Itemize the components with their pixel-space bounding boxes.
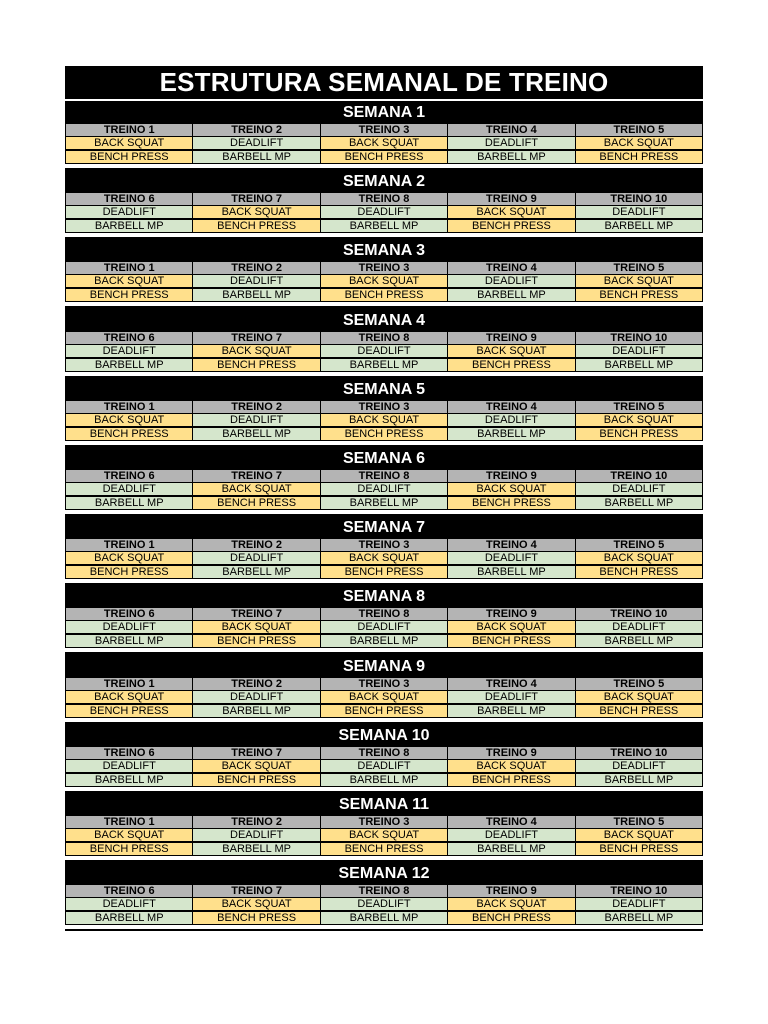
week-divider <box>65 648 703 652</box>
treino-label: TREINO 7 <box>193 608 319 620</box>
exercise-cell: DEADLIFT <box>66 345 192 357</box>
week-title: SEMANA 4 <box>342 311 426 329</box>
exercise-cell: DEADLIFT <box>321 898 447 910</box>
treino-label: TREINO 10 <box>576 747 702 759</box>
treino-label: TREINO 6 <box>66 470 192 482</box>
treino-label: TREINO 8 <box>321 193 447 205</box>
week-block <box>65 516 703 585</box>
week-title: SEMANA 12 <box>338 865 430 883</box>
treino-label: TREINO 6 <box>66 608 192 620</box>
treino-label: TREINO 5 <box>576 816 702 828</box>
treino-header-row <box>66 332 702 344</box>
exercise-cell: DEADLIFT <box>193 137 319 149</box>
exercise-row-1 <box>66 621 702 633</box>
week-block <box>65 862 703 931</box>
exercise-cell: BENCH PRESS <box>193 220 319 232</box>
exercise-cell: BARBELL MP <box>193 843 319 855</box>
treino-label: TREINO 9 <box>448 193 574 205</box>
exercise-cell: BENCH PRESS <box>321 151 447 163</box>
exercise-row-1 <box>66 552 702 564</box>
exercise-cell: BACK SQUAT <box>193 206 319 218</box>
exercise-cell: BACK SQUAT <box>576 137 702 149</box>
treino-label: TREINO 2 <box>193 816 319 828</box>
week-block <box>65 170 703 239</box>
treino-label: TREINO 8 <box>321 332 447 344</box>
week-block <box>65 793 703 862</box>
exercise-row-1 <box>66 137 702 149</box>
treino-label: TREINO 2 <box>193 124 319 136</box>
week-title: SEMANA 6 <box>342 450 426 467</box>
exercise-cell: BENCH PRESS <box>66 428 192 440</box>
treino-label: TREINO 7 <box>193 747 319 759</box>
exercise-cell: BENCH PRESS <box>576 289 702 301</box>
treino-label: TREINO 2 <box>193 539 319 551</box>
exercise-cell: DEADLIFT <box>66 206 192 218</box>
exercise-cell: BENCH PRESS <box>66 705 192 717</box>
week-divider <box>65 856 703 860</box>
exercise-cell: DEADLIFT <box>193 275 319 287</box>
treino-label: TREINO 3 <box>321 401 447 413</box>
exercise-row-2 <box>66 220 702 232</box>
exercise-row-1 <box>66 829 702 841</box>
week-divider <box>65 233 703 237</box>
exercise-cell: BARBELL MP <box>321 497 447 509</box>
exercise-cell: BACK SQUAT <box>66 137 192 149</box>
treino-label: TREINO 2 <box>193 678 319 690</box>
exercise-cell: BARBELL MP <box>448 151 574 163</box>
treino-label: TREINO 9 <box>448 470 574 482</box>
treino-label: TREINO 6 <box>66 193 192 205</box>
treino-label: TREINO 5 <box>576 124 702 136</box>
exercise-cell: DEADLIFT <box>448 829 574 841</box>
exercise-cell: DEADLIFT <box>448 137 574 149</box>
exercise-cell: DEADLIFT <box>576 483 702 495</box>
exercise-cell: DEADLIFT <box>66 898 192 910</box>
exercise-cell: BACK SQUAT <box>576 691 702 703</box>
exercise-cell: BENCH PRESS <box>193 359 319 371</box>
treino-header-row <box>66 678 702 690</box>
exercise-cell: BACK SQUAT <box>321 552 447 564</box>
exercise-cell: DEADLIFT <box>321 621 447 633</box>
exercise-cell: DEADLIFT <box>448 552 574 564</box>
week-title: SEMANA 11 <box>338 796 430 813</box>
treino-label: TREINO 3 <box>321 816 447 828</box>
week-block <box>65 101 703 170</box>
treino-label: TREINO 6 <box>66 332 192 344</box>
exercise-cell: BARBELL MP <box>193 428 319 440</box>
exercise-cell: BARBELL MP <box>576 635 702 647</box>
treino-label: TREINO 4 <box>448 816 574 828</box>
exercise-row-2 <box>66 705 702 717</box>
treino-label: TREINO 5 <box>576 539 702 551</box>
exercise-row-2 <box>66 843 702 855</box>
exercise-cell: BARBELL MP <box>193 566 319 578</box>
week-title: SEMANA 9 <box>342 657 426 675</box>
treino-header-row <box>66 401 702 413</box>
exercise-cell: BARBELL MP <box>66 220 192 232</box>
exercise-cell: BACK SQUAT <box>66 829 192 841</box>
treino-label: TREINO 5 <box>576 401 702 413</box>
exercise-cell: BACK SQUAT <box>321 414 447 426</box>
treino-label: TREINO 9 <box>448 608 574 620</box>
exercise-cell: BARBELL MP <box>66 497 192 509</box>
exercise-cell: BARBELL MP <box>448 289 574 301</box>
exercise-row-2 <box>66 912 702 924</box>
week-title: SEMANA 8 <box>342 588 426 606</box>
week-block <box>65 724 703 793</box>
week-title: SEMANA 3 <box>342 242 426 260</box>
exercise-cell: BENCH PRESS <box>193 497 319 509</box>
exercise-cell: BENCH PRESS <box>576 428 702 440</box>
treino-header-row <box>66 262 702 274</box>
treino-header-row <box>66 470 702 482</box>
exercise-row-2 <box>66 566 702 578</box>
exercise-row-2 <box>66 428 702 440</box>
exercise-cell: BENCH PRESS <box>448 220 574 232</box>
exercise-cell: DEADLIFT <box>448 275 574 287</box>
exercise-cell: BARBELL MP <box>576 774 702 786</box>
treino-label: TREINO 6 <box>66 885 192 897</box>
treino-label: TREINO 10 <box>576 608 702 620</box>
exercise-row-2 <box>66 289 702 301</box>
exercise-cell: BENCH PRESS <box>321 566 447 578</box>
exercise-row-1 <box>66 206 702 218</box>
treino-label: TREINO 1 <box>66 401 192 413</box>
treino-label: TREINO 10 <box>576 470 702 482</box>
exercise-row-1 <box>66 275 702 287</box>
exercise-cell: BACK SQUAT <box>321 137 447 149</box>
week-divider <box>65 302 703 306</box>
exercise-cell: BENCH PRESS <box>448 359 574 371</box>
treino-label: TREINO 5 <box>576 262 702 274</box>
treino-label: TREINO 3 <box>321 678 447 690</box>
exercise-cell: BACK SQUAT <box>448 483 574 495</box>
treino-label: TREINO 7 <box>193 885 319 897</box>
treino-label: TREINO 4 <box>448 262 574 274</box>
exercise-cell: BENCH PRESS <box>448 635 574 647</box>
exercise-row-1 <box>66 414 702 426</box>
exercise-cell: DEADLIFT <box>576 760 702 772</box>
exercise-cell: BENCH PRESS <box>576 843 702 855</box>
treino-label: TREINO 10 <box>576 332 702 344</box>
treino-label: TREINO 8 <box>321 470 447 482</box>
exercise-cell: BARBELL MP <box>321 912 447 924</box>
exercise-row-2 <box>66 774 702 786</box>
treino-label: TREINO 1 <box>66 678 192 690</box>
exercise-cell: DEADLIFT <box>448 691 574 703</box>
treino-header-row <box>66 816 702 828</box>
treino-label: TREINO 1 <box>66 816 192 828</box>
exercise-cell: BARBELL MP <box>193 289 319 301</box>
exercise-cell: BACK SQUAT <box>321 275 447 287</box>
week-block <box>65 585 703 654</box>
week-title: SEMANA 5 <box>342 380 426 398</box>
exercise-cell: BACK SQUAT <box>66 275 192 287</box>
exercise-cell: DEADLIFT <box>321 206 447 218</box>
exercise-cell: BACK SQUAT <box>193 345 319 357</box>
exercise-cell: BENCH PRESS <box>576 705 702 717</box>
exercise-row-1 <box>66 760 702 772</box>
exercise-cell: BACK SQUAT <box>576 414 702 426</box>
exercise-cell: DEADLIFT <box>576 898 702 910</box>
exercise-cell: DEADLIFT <box>66 760 192 772</box>
exercise-cell: BACK SQUAT <box>321 691 447 703</box>
exercise-cell: BARBELL MP <box>321 635 447 647</box>
exercise-cell: DEADLIFT <box>321 483 447 495</box>
exercise-cell: DEADLIFT <box>576 206 702 218</box>
week-block <box>65 378 703 447</box>
treino-label: TREINO 10 <box>576 193 702 205</box>
exercise-cell: BARBELL MP <box>448 705 574 717</box>
exercise-row-1 <box>66 898 702 910</box>
treino-label: TREINO 2 <box>193 401 319 413</box>
exercise-cell: BACK SQUAT <box>448 345 574 357</box>
treino-label: TREINO 7 <box>193 193 319 205</box>
exercise-cell: BARBELL MP <box>576 497 702 509</box>
exercise-cell: BARBELL MP <box>66 359 192 371</box>
exercise-cell: BACK SQUAT <box>66 691 192 703</box>
week-block <box>65 309 703 378</box>
treino-label: TREINO 1 <box>66 262 192 274</box>
exercise-cell: BENCH PRESS <box>448 774 574 786</box>
exercise-cell: BACK SQUAT <box>193 621 319 633</box>
exercise-cell: BARBELL MP <box>66 912 192 924</box>
exercise-cell: DEADLIFT <box>576 345 702 357</box>
exercise-cell: BARBELL MP <box>193 151 319 163</box>
exercise-cell: BARBELL MP <box>66 635 192 647</box>
week-title: SEMANA 2 <box>342 173 426 191</box>
week-divider <box>65 510 703 514</box>
treino-header-row <box>66 193 702 205</box>
week-block <box>65 655 703 724</box>
exercise-cell: DEADLIFT <box>66 483 192 495</box>
exercise-cell: BARBELL MP <box>66 774 192 786</box>
treino-label: TREINO 6 <box>66 747 192 759</box>
exercise-cell: BACK SQUAT <box>448 206 574 218</box>
week-divider <box>65 718 703 722</box>
treino-header-row <box>66 747 702 759</box>
treino-label: TREINO 10 <box>576 885 702 897</box>
treino-label: TREINO 3 <box>321 539 447 551</box>
exercise-cell: BENCH PRESS <box>66 566 192 578</box>
exercise-row-1 <box>66 691 702 703</box>
exercise-row-2 <box>66 497 702 509</box>
treino-header-row <box>66 608 702 620</box>
treino-label: TREINO 8 <box>321 747 447 759</box>
exercise-cell: BACK SQUAT <box>193 898 319 910</box>
exercise-cell: BARBELL MP <box>321 220 447 232</box>
exercise-cell: BACK SQUAT <box>321 829 447 841</box>
treino-label: TREINO 2 <box>193 262 319 274</box>
exercise-cell: BACK SQUAT <box>66 414 192 426</box>
page-title: ESTRUTURA SEMANAL DE TREINO <box>159 67 609 97</box>
week-title: SEMANA 7 <box>342 519 426 537</box>
exercise-cell: BACK SQUAT <box>193 760 319 772</box>
week-divider <box>65 164 703 168</box>
exercise-cell: BENCH PRESS <box>576 566 702 578</box>
exercise-cell: BARBELL MP <box>576 220 702 232</box>
exercise-cell: BENCH PRESS <box>576 151 702 163</box>
exercise-row-2 <box>66 359 702 371</box>
exercise-cell: DEADLIFT <box>193 552 319 564</box>
treino-label: TREINO 3 <box>321 262 447 274</box>
exercise-cell: DEADLIFT <box>66 621 192 633</box>
week-divider <box>65 579 703 583</box>
exercise-cell: BACK SQUAT <box>448 621 574 633</box>
treino-label: TREINO 4 <box>448 401 574 413</box>
exercise-cell: BARBELL MP <box>321 774 447 786</box>
exercise-cell: BARBELL MP <box>321 359 447 371</box>
week-divider <box>65 925 703 929</box>
treino-label: TREINO 8 <box>321 885 447 897</box>
treino-label: TREINO 3 <box>321 124 447 136</box>
exercise-cell: BENCH PRESS <box>321 705 447 717</box>
exercise-row-2 <box>66 635 702 647</box>
training-sheet <box>65 66 703 925</box>
exercise-cell: BACK SQUAT <box>66 552 192 564</box>
treino-label: TREINO 8 <box>321 608 447 620</box>
treino-label: TREINO 1 <box>66 124 192 136</box>
exercise-cell: DEADLIFT <box>193 691 319 703</box>
exercise-cell: DEADLIFT <box>193 829 319 841</box>
week-divider <box>65 372 703 376</box>
week-title: SEMANA 1 <box>342 104 426 121</box>
treino-header-row <box>66 124 702 136</box>
week-title: SEMANA 10 <box>338 726 430 744</box>
treino-header-row <box>66 539 702 551</box>
exercise-cell: DEADLIFT <box>321 760 447 772</box>
week-divider <box>65 441 703 445</box>
exercise-cell: BARBELL MP <box>448 566 574 578</box>
exercise-cell: BENCH PRESS <box>321 843 447 855</box>
exercise-cell: BACK SQUAT <box>448 760 574 772</box>
exercise-cell: BENCH PRESS <box>448 912 574 924</box>
exercise-row-1 <box>66 345 702 357</box>
exercise-cell: DEADLIFT <box>576 621 702 633</box>
exercise-cell: DEADLIFT <box>193 414 319 426</box>
treino-label: TREINO 5 <box>576 678 702 690</box>
week-block <box>65 239 703 308</box>
exercise-cell: BENCH PRESS <box>66 289 192 301</box>
treino-label: TREINO 7 <box>193 470 319 482</box>
treino-label: TREINO 9 <box>448 332 574 344</box>
treino-label: TREINO 9 <box>448 747 574 759</box>
treino-label: TREINO 4 <box>448 124 574 136</box>
exercise-row-1 <box>66 483 702 495</box>
exercise-cell: BARBELL MP <box>448 843 574 855</box>
exercise-row-2 <box>66 151 702 163</box>
treino-label: TREINO 4 <box>448 539 574 551</box>
exercise-cell: BENCH PRESS <box>448 497 574 509</box>
exercise-cell: BACK SQUAT <box>576 275 702 287</box>
treino-label: TREINO 1 <box>66 539 192 551</box>
exercise-cell: BENCH PRESS <box>321 289 447 301</box>
exercise-cell: BACK SQUAT <box>576 829 702 841</box>
exercise-cell: BACK SQUAT <box>576 552 702 564</box>
treino-label: TREINO 4 <box>448 678 574 690</box>
exercise-cell: BENCH PRESS <box>66 151 192 163</box>
exercise-cell: BARBELL MP <box>193 705 319 717</box>
week-block <box>65 447 703 516</box>
exercise-cell: BENCH PRESS <box>193 635 319 647</box>
exercise-cell: BACK SQUAT <box>448 898 574 910</box>
exercise-cell: BENCH PRESS <box>193 912 319 924</box>
treino-header-row <box>66 885 702 897</box>
exercise-cell: BACK SQUAT <box>193 483 319 495</box>
treino-label: TREINO 7 <box>193 332 319 344</box>
exercise-cell: BENCH PRESS <box>321 428 447 440</box>
treino-label: TREINO 9 <box>448 885 574 897</box>
exercise-cell: BARBELL MP <box>576 359 702 371</box>
exercise-cell: BENCH PRESS <box>66 843 192 855</box>
exercise-cell: BARBELL MP <box>576 912 702 924</box>
exercise-cell: DEADLIFT <box>448 414 574 426</box>
exercise-cell: DEADLIFT <box>321 345 447 357</box>
week-divider <box>65 787 703 791</box>
exercise-cell: BARBELL MP <box>448 428 574 440</box>
exercise-cell: BENCH PRESS <box>193 774 319 786</box>
